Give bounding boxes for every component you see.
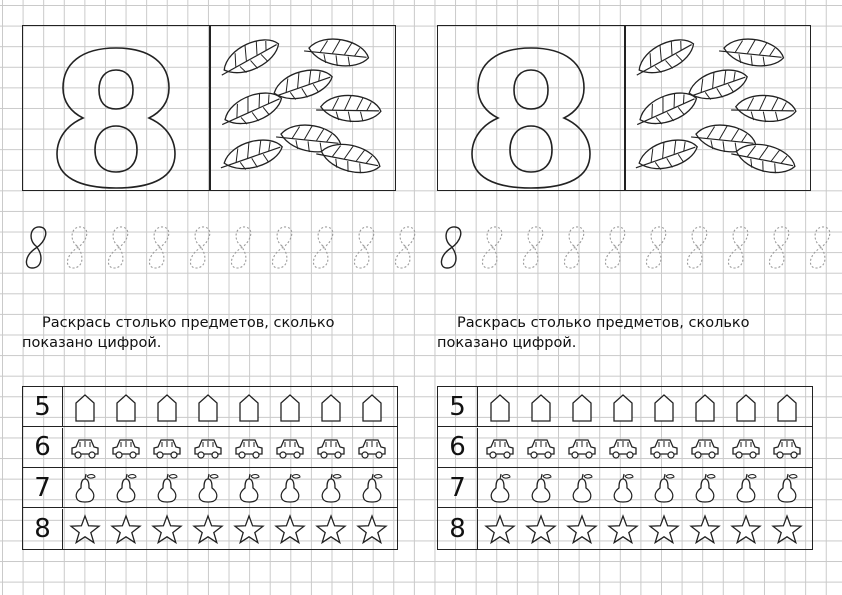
trace-eight xyxy=(190,227,209,268)
leaves-group xyxy=(211,26,395,190)
car-icon[interactable] xyxy=(69,432,101,464)
row-number: 8 xyxy=(438,509,478,549)
star-icon[interactable] xyxy=(607,513,639,545)
leaf-icon xyxy=(217,88,286,130)
table-row xyxy=(438,509,812,549)
pear-icon[interactable] xyxy=(151,472,183,504)
table-row xyxy=(23,428,397,468)
house-icon[interactable] xyxy=(771,391,803,423)
car-icon[interactable] xyxy=(607,432,639,464)
trace-eight xyxy=(728,227,747,268)
star-icon[interactable] xyxy=(151,513,183,545)
star-icon[interactable] xyxy=(69,513,101,545)
trace-eight xyxy=(646,227,665,268)
house-icon[interactable] xyxy=(315,391,347,423)
star-icon[interactable] xyxy=(484,513,516,545)
trace-eights xyxy=(431,222,831,272)
trace-eight xyxy=(26,227,45,268)
star-icon[interactable] xyxy=(771,513,803,545)
pear-icon[interactable] xyxy=(356,472,388,504)
trace-eight xyxy=(769,227,788,268)
big-digit-outline xyxy=(23,26,209,190)
house-icon[interactable] xyxy=(274,391,306,423)
digit-box xyxy=(437,25,811,191)
trace-eights xyxy=(16,222,416,272)
trace-eight xyxy=(441,227,460,268)
car-icon[interactable] xyxy=(110,432,142,464)
trace-eight xyxy=(354,227,373,268)
house-icon[interactable] xyxy=(110,391,142,423)
star-icon[interactable] xyxy=(730,513,762,545)
car-icon[interactable] xyxy=(648,432,680,464)
table-row xyxy=(23,509,397,549)
trace-eight xyxy=(149,227,168,268)
star-icon[interactable] xyxy=(110,513,142,545)
table-row xyxy=(23,468,397,508)
car-icon[interactable] xyxy=(356,432,388,464)
pear-icon[interactable] xyxy=(484,472,516,504)
trace-eight xyxy=(67,227,86,268)
car-icon[interactable] xyxy=(525,432,557,464)
leaves-group xyxy=(626,26,810,190)
star-icon[interactable] xyxy=(525,513,557,545)
pear-icon[interactable] xyxy=(607,472,639,504)
car-icon[interactable] xyxy=(771,432,803,464)
leaf-icon xyxy=(632,88,701,130)
house-icon[interactable] xyxy=(484,391,516,423)
digit-box xyxy=(22,25,396,191)
pear-icon[interactable] xyxy=(525,472,557,504)
trace-eight xyxy=(313,227,332,268)
count-table xyxy=(22,386,398,550)
instruction-text: Раскрась столько предметов, сколько показано цифрой. xyxy=(437,315,750,351)
car-icon[interactable] xyxy=(689,432,721,464)
leaf-icon xyxy=(215,34,284,81)
car-icon[interactable] xyxy=(151,432,183,464)
trace-eight xyxy=(108,227,127,268)
leaf-icon xyxy=(303,31,372,73)
leaf-icon xyxy=(315,90,383,127)
trace-eight xyxy=(272,227,291,268)
instruction-text: Раскрась столько предметов, сколько показано цифрой. xyxy=(22,315,335,351)
row-number: 7 xyxy=(438,468,478,507)
leaf-icon xyxy=(730,90,798,127)
row-number: 5 xyxy=(23,387,63,426)
house-icon[interactable] xyxy=(69,391,101,423)
pear-icon[interactable] xyxy=(274,472,306,504)
trace-eight xyxy=(564,227,583,268)
row-number: 6 xyxy=(23,428,63,467)
star-icon[interactable] xyxy=(315,513,347,545)
leaf-icon xyxy=(718,31,787,73)
car-icon[interactable] xyxy=(484,432,516,464)
pear-icon[interactable] xyxy=(233,472,265,504)
table-row xyxy=(438,428,812,468)
trace-eight xyxy=(523,227,542,268)
star-icon[interactable] xyxy=(233,513,265,545)
house-icon[interactable] xyxy=(151,391,183,423)
star-icon[interactable] xyxy=(356,513,388,545)
car-icon[interactable] xyxy=(274,432,306,464)
trace-eight xyxy=(605,227,624,268)
trace-eight xyxy=(687,227,706,268)
car-icon[interactable] xyxy=(315,432,347,464)
trace-eight xyxy=(482,227,501,268)
star-icon[interactable] xyxy=(566,513,598,545)
house-icon[interactable] xyxy=(607,391,639,423)
house-icon[interactable] xyxy=(525,391,557,423)
row-number: 5 xyxy=(438,387,478,426)
pear-icon[interactable] xyxy=(192,472,224,504)
row-number: 8 xyxy=(23,509,63,549)
table-row xyxy=(438,468,812,508)
trace-eight xyxy=(810,227,829,268)
pear-icon[interactable] xyxy=(110,472,142,504)
trace-eight xyxy=(395,227,414,268)
worksheet-right xyxy=(415,0,836,595)
house-icon[interactable] xyxy=(233,391,265,423)
star-icon[interactable] xyxy=(274,513,306,545)
car-icon[interactable] xyxy=(730,432,762,464)
house-icon[interactable] xyxy=(192,391,224,423)
trace-eight xyxy=(231,227,250,268)
house-icon[interactable] xyxy=(730,391,762,423)
pear-icon[interactable] xyxy=(730,472,762,504)
star-icon[interactable] xyxy=(689,513,721,545)
leaf-icon xyxy=(630,34,699,81)
car-icon[interactable] xyxy=(233,432,265,464)
count-table xyxy=(437,386,813,550)
car-icon[interactable] xyxy=(566,432,598,464)
table-row xyxy=(23,387,397,427)
star-icon[interactable] xyxy=(192,513,224,545)
leaf-icon xyxy=(217,136,285,173)
pear-icon[interactable] xyxy=(771,472,803,504)
big-digit-outline xyxy=(438,26,624,190)
pear-icon[interactable] xyxy=(315,472,347,504)
house-icon[interactable] xyxy=(356,391,388,423)
pear-icon[interactable] xyxy=(648,472,680,504)
house-icon[interactable] xyxy=(689,391,721,423)
pear-icon[interactable] xyxy=(69,472,101,504)
car-icon[interactable] xyxy=(192,432,224,464)
leaf-icon xyxy=(632,136,700,173)
row-number: 7 xyxy=(23,468,63,507)
star-icon[interactable] xyxy=(648,513,680,545)
row-number: 6 xyxy=(438,428,478,467)
house-icon[interactable] xyxy=(566,391,598,423)
table-row xyxy=(438,387,812,427)
house-icon[interactable] xyxy=(648,391,680,423)
pear-icon[interactable] xyxy=(566,472,598,504)
pear-icon[interactable] xyxy=(689,472,721,504)
